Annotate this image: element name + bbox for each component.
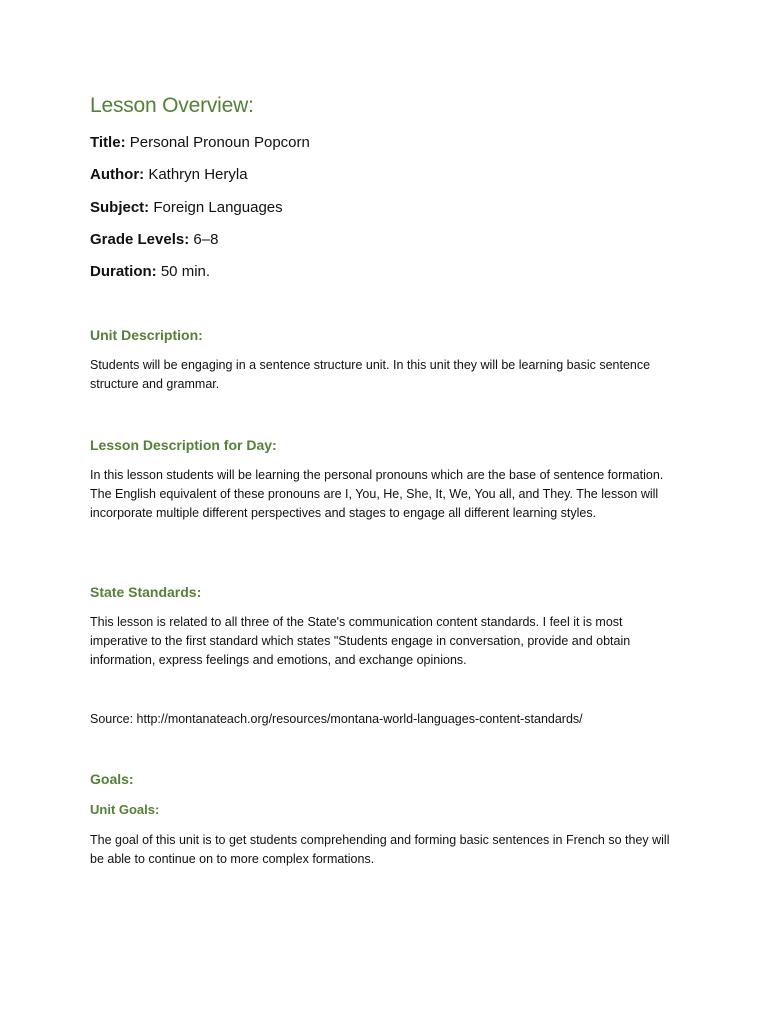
subject-line	[90, 198, 283, 218]
subject-value: Foreign Languages	[153, 199, 283, 216]
duration-label: Duration:	[90, 263, 157, 280]
subject-label: Subject:	[90, 199, 150, 216]
title-value: Personal Pronoun Popcorn	[129, 134, 310, 151]
duration-line	[90, 262, 210, 282]
grade-levels-label: Grade Levels:	[90, 231, 190, 248]
grade-levels-line	[90, 230, 218, 250]
author-label: Author:	[90, 166, 145, 183]
lesson-overview-heading: Lesson Overview:	[90, 94, 254, 117]
state-standards-heading: State Standards:	[90, 584, 202, 600]
duration-value: 50 min.	[160, 263, 211, 280]
state-standards-text: This lesson is related to all three of the State's communication content standards. I feel it is most imperative to the first standard which states "Students engage in conversation, provide and obtain information, express feelings and emotions, and exchange opinions.	[90, 615, 631, 667]
unit-goals-heading: Unit Goals:	[90, 802, 160, 817]
title-line	[90, 133, 310, 153]
author-value: Kathryn Heryla	[148, 166, 248, 183]
source-line: Source: http://montanateach.org/resources/montana-world-languages-content-standards/	[90, 712, 583, 726]
grade-levels-value: 6–8	[193, 231, 219, 248]
author-line	[90, 165, 248, 185]
unit-goals-text: The goal of this unit is to get students comprehending and forming basic sentences in French so they will be able to continue on to more complex formations.	[90, 833, 670, 866]
unit-description-text: Students will be engaging in a sentence structure unit. In this unit they will be learning basic sentence structure and grammar.	[90, 358, 651, 391]
goals-heading: Goals:	[90, 771, 134, 787]
unit-description-heading: Unit Description:	[90, 327, 203, 343]
lesson-description-text: In this lesson students will be learning the personal pronouns which are the base of sentence formation. The English equivalent of these pronouns are I, You, He, She, It, We, You all, and They. The lesson will incorporate multiple different perspectives and stages to engage all different learning styles.	[90, 468, 664, 520]
lesson-description-heading: Lesson Description for Day:	[90, 437, 277, 453]
title-label: Title:	[90, 134, 126, 151]
